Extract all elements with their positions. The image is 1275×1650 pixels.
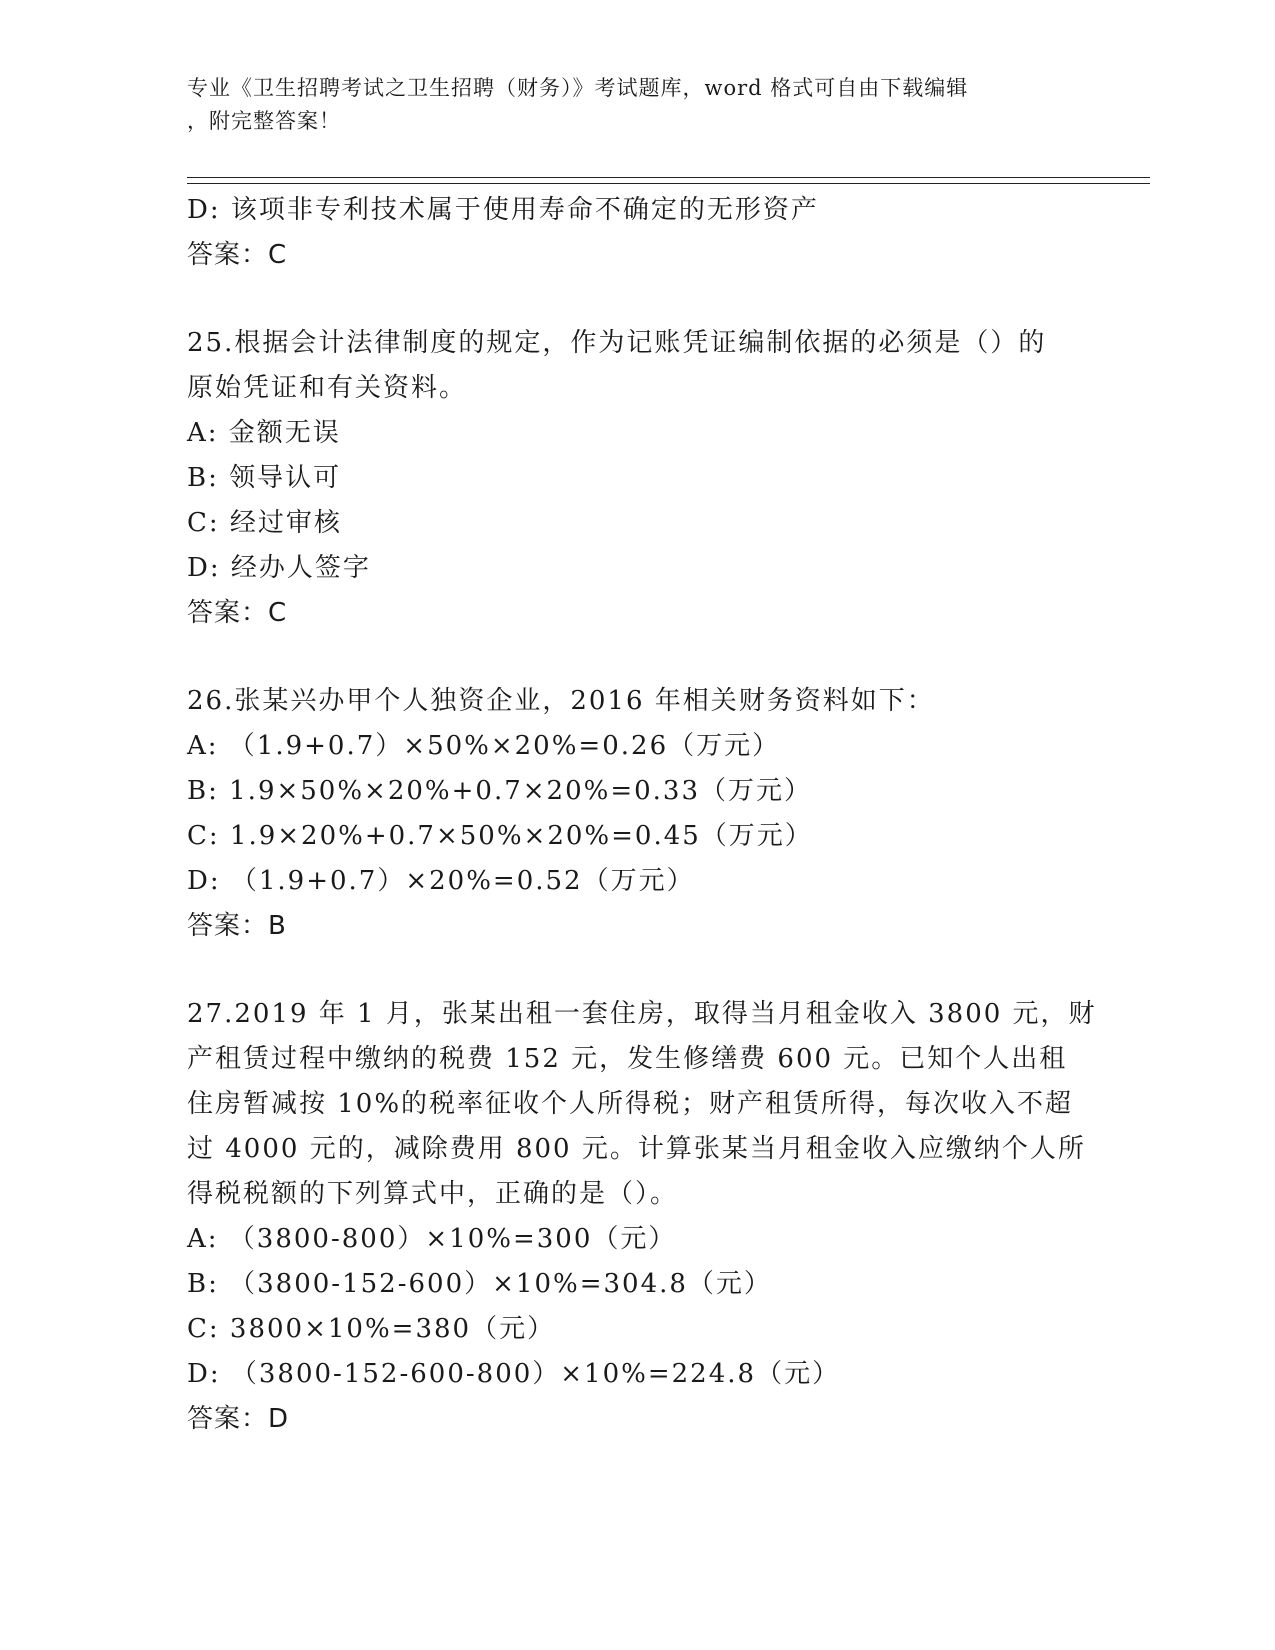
option-a: A: （1.9+0.7）×50%×20%=0.26（万元） <box>187 731 781 761</box>
header-divider-top <box>187 177 1150 178</box>
answer: 答案：C <box>187 240 288 270</box>
question-stem-line: 得税税额的下列算式中，正确的是（）。 <box>187 1179 679 1209</box>
option-b: B: （3800-152-600）×10%=304.8（元） <box>187 1269 772 1299</box>
option-d: D: （3800-152-600-800）×10%=224.8（元） <box>187 1359 841 1389</box>
option-c: C: 3800×10%=380（元） <box>187 1314 556 1344</box>
question-stem-line: 原始凭证和有关资料。 <box>187 373 468 403</box>
question-stem-line: 过 4000 元的，减除费用 800 元。计算张某当月租金收入应缴纳个人所 <box>187 1134 1086 1164</box>
question-27 <box>187 992 1097 1442</box>
question-stem-line: 26.张某兴办甲个人独资企业，2016 年相关财务资料如下： <box>187 686 935 716</box>
document-header <box>187 72 1087 138</box>
option-b: B: 1.9×50%×20%+0.7×20%=0.33（万元） <box>187 776 813 806</box>
option-d: D: 经办人签字 <box>187 553 371 583</box>
option-c: C: 1.9×20%+0.7×50%×20%=0.45（万元） <box>187 821 813 851</box>
question-stem-line: 住房暂减按 10%的税率征收个人所得税；财产租赁所得，每次收入不超 <box>187 1089 1074 1119</box>
question-stem-line: 27.2019 年 1 月，张某出租一套住房，取得当月租金收入 3800 元，财 <box>187 999 1097 1029</box>
answer: 答案：D <box>187 1404 290 1434</box>
header-divider-bottom <box>187 183 1150 184</box>
option-b: B: 领导认可 <box>187 463 342 493</box>
option-d: D: （1.9+0.7）×20%=0.52（万元） <box>187 866 695 896</box>
option-a: A: （3800-800）×10%=300（元） <box>187 1224 677 1254</box>
option-d: D: 该项非专利技术属于使用寿命不确定的无形资产 <box>187 195 819 225</box>
answer: 答案：B <box>187 911 287 941</box>
question-25 <box>187 321 1087 636</box>
option-a: A: 金额无误 <box>187 418 341 448</box>
question-stem-line: 产租赁过程中缴纳的税费 152 元，发生修缮费 600 元。已知个人出租 <box>187 1044 1068 1074</box>
question-stem-line: 25.根据会计法律制度的规定，作为记账凭证编制依据的必须是（）的 <box>187 328 1047 358</box>
option-c: C: 经过审核 <box>187 508 342 538</box>
question-26 <box>187 679 1087 949</box>
answer: 答案：C <box>187 598 288 628</box>
header-line-2: ，附完整答案！ <box>187 109 341 133</box>
question-content <box>187 188 1097 1442</box>
header-line-1: 专业《卫生招聘考试之卫生招聘（财务）》考试题库，word 格式可自由下载编辑 <box>187 76 969 100</box>
question-24-tail <box>187 188 1087 278</box>
